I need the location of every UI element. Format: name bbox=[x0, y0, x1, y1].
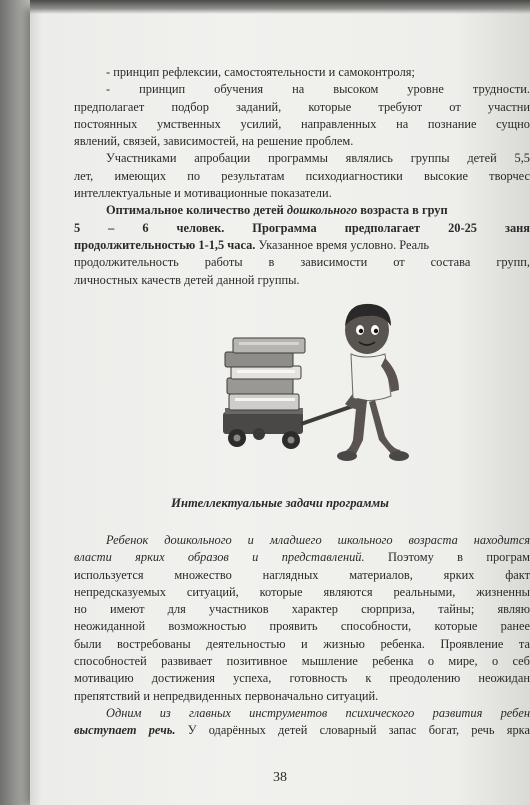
text-line bbox=[74, 549, 530, 566]
text-line: непредсказуемых ситуаций, которые являются реальными, жизненны bbox=[74, 584, 530, 599]
text-line: используется множество наглядных материалов, ярких факт bbox=[74, 567, 530, 582]
text-line: 5 – 6 человек. Программа предполагает 20-25 заня bbox=[74, 220, 530, 235]
bold-italic-text: выступает речь. bbox=[74, 723, 176, 738]
text-line: но имеют для участников характер сюрприза, тайны; являю bbox=[74, 602, 530, 617]
text-line: были востребованы деятельностью и жизнью ребенка. Проявление та bbox=[74, 636, 530, 651]
text-line: мотивацию достижения успеха, готовность к преодолению неожидан bbox=[74, 671, 530, 686]
plain-text: У одарённых детей словарный запас богат, речь ярка bbox=[175, 723, 530, 738]
text-line: явлений, связей, зависимостей, на решение проблем. bbox=[74, 134, 354, 149]
text-line: Участниками апробации программы являлись группы детей 5,5 bbox=[106, 151, 530, 166]
page-number: 38 bbox=[273, 770, 287, 785]
plain-text: Указанное время условно. Реаль bbox=[255, 237, 430, 252]
text-line bbox=[74, 202, 530, 219]
text-line: неожиданной возможностью проявить способности, которые ранее bbox=[74, 619, 530, 634]
text-line: препятствий и непредвиденных первоначально ситуаций. bbox=[74, 688, 379, 703]
scan-edge-shadow bbox=[30, 0, 530, 14]
top-text-block bbox=[74, 64, 530, 289]
text-line: лет, имеющих по результатам психодиагностики высокие творчес bbox=[74, 168, 530, 183]
bold-text: возраста в груп bbox=[357, 203, 448, 218]
plain-text: Поэтому в програм bbox=[364, 550, 530, 565]
text-line bbox=[74, 722, 530, 739]
text-line: - принцип рефлексии, самостоятельности и самоконтроля; bbox=[106, 65, 415, 79]
text-line: Ребенок дошкольного и младшего школьного возраста находится bbox=[106, 533, 530, 547]
section-heading: Интеллектуальные задачи программы bbox=[171, 496, 389, 510]
book-page bbox=[30, 8, 530, 805]
cart-icon bbox=[223, 406, 353, 449]
text-line: личностных качеств детей данной группы. bbox=[74, 272, 300, 287]
bold-italic-text: дошкольного bbox=[286, 203, 358, 218]
text-line bbox=[74, 237, 530, 254]
bottom-text-block bbox=[74, 532, 530, 740]
bold-text: продолжительностью 1-1,5 часа. bbox=[74, 237, 256, 252]
boy-figure-icon bbox=[337, 304, 409, 461]
text-line: предполагает подбор заданий, которые требуют от участни bbox=[74, 99, 530, 114]
text-line: продолжительность работы в зависимости от состава групп, bbox=[74, 255, 530, 270]
boy-with-book-cart-illustration bbox=[215, 300, 430, 480]
text-line: интеллектуальные и мотивационные показатели. bbox=[74, 186, 332, 201]
text-line: - принцип обучения на высоком уровне трудности. bbox=[106, 82, 530, 97]
bold-text: Оптимальное количество детей bbox=[106, 203, 287, 218]
text-line: Одним из главных инструментов психического развития ребен bbox=[106, 705, 530, 720]
books-stack-icon bbox=[225, 338, 305, 410]
italic-text: власти ярких образов и представлений. bbox=[74, 550, 365, 565]
text-line: способностей развивает позитивное мышление ребенка о мире, о себ bbox=[74, 654, 530, 669]
text-line: постоянных умственных усилий, направленных на познание сущно bbox=[74, 116, 530, 131]
